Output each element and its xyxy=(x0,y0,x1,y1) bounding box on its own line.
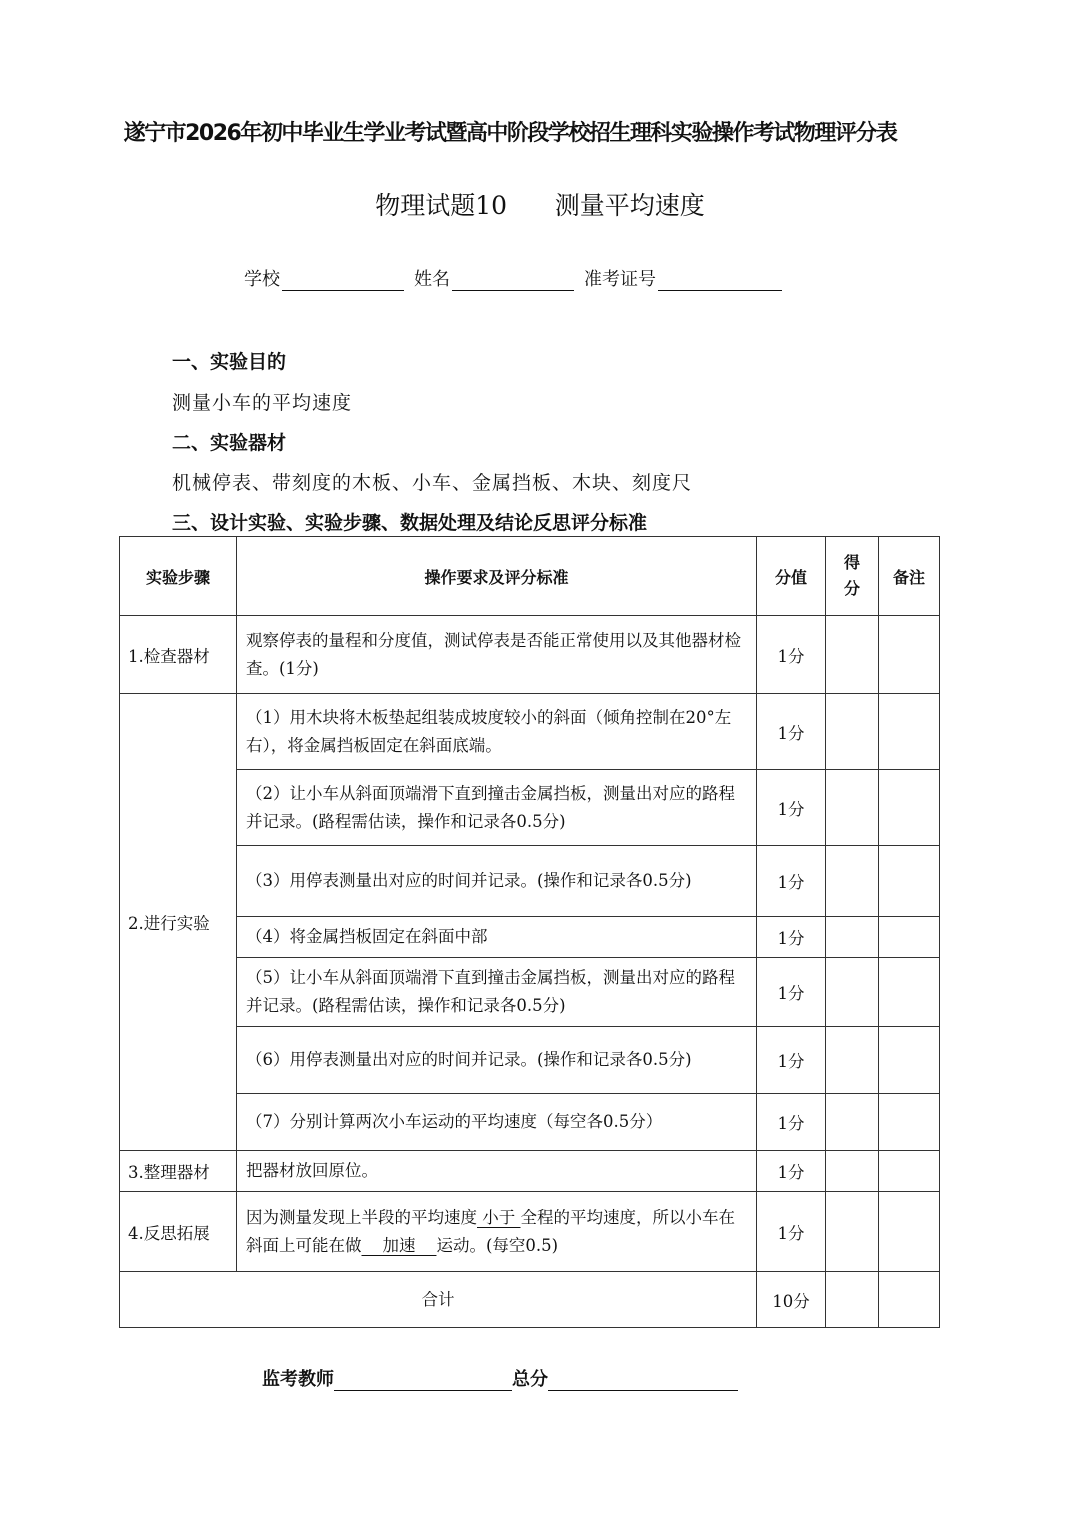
points-cell: 1分 xyxy=(757,616,826,694)
score-cell[interactable] xyxy=(826,616,879,694)
step-cell: 4.反思拓展 xyxy=(120,1192,237,1272)
criteria-cell: （3）用停表测量出对应的时间并记录。(操作和记录各0.5分) xyxy=(237,846,757,917)
remarks-cell[interactable] xyxy=(879,616,940,694)
header-remarks: 备注 xyxy=(879,537,940,616)
table-total-row xyxy=(120,1272,940,1328)
remarks-cell[interactable] xyxy=(879,770,940,846)
table-row xyxy=(120,616,940,694)
remarks-cell[interactable] xyxy=(879,846,940,917)
table-row xyxy=(120,770,940,846)
criteria-text: 运动。(每空0.5) xyxy=(436,1235,559,1255)
step-cell: 1.检查器材 xyxy=(120,616,237,694)
exam-id-field[interactable] xyxy=(658,270,782,291)
remarks-cell[interactable] xyxy=(879,1192,940,1272)
score-cell[interactable] xyxy=(826,694,879,770)
section-heading-purpose: 一、实验目的 xyxy=(172,351,287,373)
remarks-cell[interactable] xyxy=(879,1027,940,1094)
criteria-cell: （7）分别计算两次小车运动的平均速度（每空各0.5分） xyxy=(237,1094,757,1151)
total-score-label: 总分 xyxy=(512,1369,548,1390)
criteria-cell: （2）让小车从斜面顶端滑下直到撞击金属挡板，测量出对应的路程并记录。(路程需估读，操作和记录各0.5分) xyxy=(237,770,757,846)
remarks-cell[interactable] xyxy=(879,694,940,770)
candidate-info xyxy=(244,265,782,291)
criteria-cell xyxy=(237,1192,757,1272)
criteria-cell: （4）将金属挡板固定在斜面中部 xyxy=(237,917,757,958)
signature-line xyxy=(262,1365,738,1391)
name-field[interactable] xyxy=(452,270,574,291)
score-cell[interactable] xyxy=(826,958,879,1027)
table-row xyxy=(120,1094,940,1151)
name-label: 姓名 xyxy=(414,269,450,290)
criteria-cell: 把器材放回原位。 xyxy=(237,1151,757,1192)
points-cell: 1分 xyxy=(757,958,826,1027)
answer-blank: 加速 xyxy=(361,1235,437,1255)
table-header-row xyxy=(120,537,940,616)
table-row xyxy=(120,917,940,958)
section-heading-criteria: 三、设计实验、实验步骤、数据处理及结论反思评分标准 xyxy=(172,512,648,534)
step-cell: 3.整理器材 xyxy=(120,1151,237,1192)
proctor-field[interactable] xyxy=(334,1370,512,1391)
section-heading-equipment: 二、实验器材 xyxy=(172,432,287,454)
remarks-cell[interactable] xyxy=(879,1272,940,1328)
page-title: 遂宁市2026年初中毕业生学业考试暨高中阶段学校招生理科实验操作考试物理评分表 xyxy=(123,121,897,146)
header-points: 分值 xyxy=(757,537,826,616)
score-cell[interactable] xyxy=(826,917,879,958)
score-cell[interactable] xyxy=(826,1151,879,1192)
proctor-label: 监考教师 xyxy=(262,1369,334,1390)
points-cell: 1分 xyxy=(757,1094,826,1151)
table-row xyxy=(120,1027,940,1094)
criteria-text: 全程的平均速度，所以小车在斜面上可能在做 xyxy=(246,1207,735,1255)
remarks-cell[interactable] xyxy=(879,958,940,1027)
score-cell[interactable] xyxy=(826,1272,879,1328)
score-cell[interactable] xyxy=(826,770,879,846)
criteria-text: 因为测量发现上半段的平均速度 xyxy=(246,1207,477,1227)
points-cell: 1分 xyxy=(757,917,826,958)
table-row xyxy=(120,694,940,770)
points-cell: 1分 xyxy=(757,770,826,846)
score-cell[interactable] xyxy=(826,846,879,917)
table-row xyxy=(120,846,940,917)
scoring-table xyxy=(119,536,940,1328)
exam-id-label: 准考证号 xyxy=(584,269,656,290)
answer-blank: 小于 xyxy=(477,1207,521,1227)
score-cell[interactable] xyxy=(826,1027,879,1094)
table-row xyxy=(120,1151,940,1192)
header-score: 得分 xyxy=(826,537,879,616)
total-label: 合计 xyxy=(120,1272,757,1328)
header-criteria: 操作要求及评分标准 xyxy=(237,537,757,616)
score-cell[interactable] xyxy=(826,1192,879,1272)
points-cell: 1分 xyxy=(757,1027,826,1094)
points-cell: 1分 xyxy=(757,1151,826,1192)
criteria-cell: （6）用停表测量出对应的时间并记录。(操作和记录各0.5分) xyxy=(237,1027,757,1094)
criteria-cell: （5）让小车从斜面顶端滑下直到撞击金属挡板，测量出对应的路程并记录。(路程需估读，操作和记录各0.5分) xyxy=(237,958,757,1027)
school-field[interactable] xyxy=(282,270,404,291)
points-cell: 1分 xyxy=(757,1192,826,1272)
score-cell[interactable] xyxy=(826,1094,879,1151)
school-label: 学校 xyxy=(244,269,280,290)
total-points: 10分 xyxy=(757,1272,826,1328)
criteria-cell: （1）用木块将木板垫起组装成坡度较小的斜面（倾角控制在20°左右），将金属挡板固定在斜面底端。 xyxy=(237,694,757,770)
section-text-equipment: 机械停表、带刻度的木板、小车、金属挡板、木块、刻度尺 xyxy=(172,472,693,494)
page-subtitle: 物理试题10 测量平均速度 xyxy=(375,191,705,220)
criteria-cell: 观察停表的量程和分度值，测试停表是否能正常使用以及其他器材检查。(1分) xyxy=(237,616,757,694)
section-text-purpose: 测量小车的平均速度 xyxy=(172,392,353,414)
table-row xyxy=(120,1192,940,1272)
total-score-field[interactable] xyxy=(548,1370,738,1391)
remarks-cell[interactable] xyxy=(879,1094,940,1151)
remarks-cell[interactable] xyxy=(879,917,940,958)
header-step: 实验步骤 xyxy=(120,537,237,616)
points-cell: 1分 xyxy=(757,694,826,770)
points-cell: 1分 xyxy=(757,846,826,917)
remarks-cell[interactable] xyxy=(879,1151,940,1192)
table-row xyxy=(120,958,940,1027)
step-cell: 2.进行实验 xyxy=(120,694,237,1151)
